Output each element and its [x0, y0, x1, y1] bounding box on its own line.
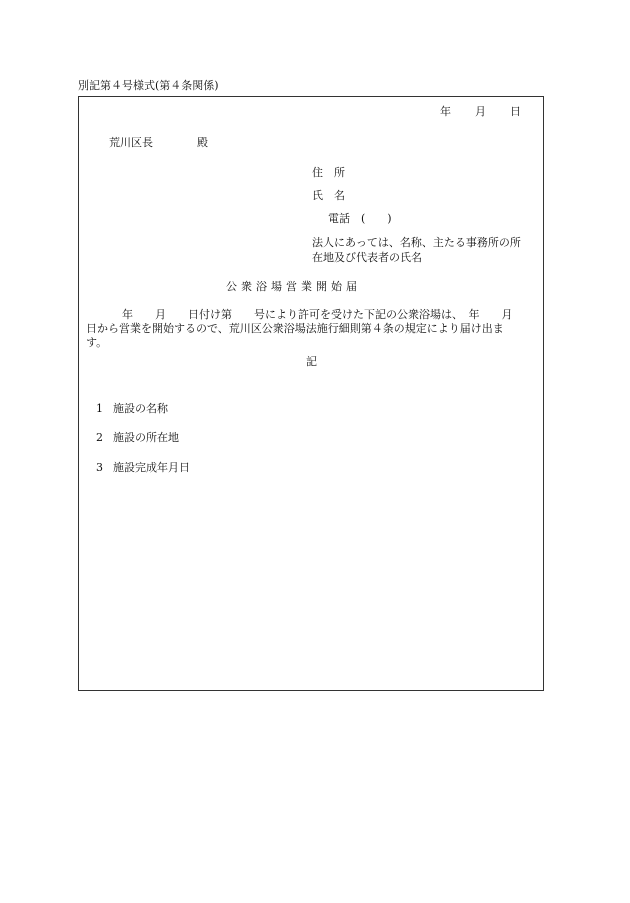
- addressee-name: 荒川区長: [109, 136, 153, 149]
- date-month: 月: [475, 105, 486, 118]
- addressee-honorific: 殿: [197, 136, 208, 149]
- item-label: 施設の名称: [113, 402, 168, 415]
- item-number: 1: [96, 402, 103, 415]
- list-item: [96, 431, 179, 445]
- list-item: [96, 461, 190, 475]
- corporate-note: 法人にあっては、名称、主たる事務所の所在地及び代表者の氏名: [312, 236, 521, 264]
- item-number: 3: [96, 461, 103, 474]
- body-text: 年 月 日付け第 号により許可を受けた下記の公衆浴場は、 年 月 日から営業を開始するので、荒川区公衆浴場法施行細則第４条の規定により届け出ます。: [86, 308, 535, 349]
- addressee: [109, 136, 208, 150]
- date-day: 日: [510, 105, 521, 118]
- list-item: [96, 402, 168, 416]
- applicant-address-label: 住 所: [312, 166, 345, 179]
- item-label: 施設完成年月日: [113, 461, 190, 474]
- form-border: [78, 96, 544, 691]
- form-number-label: 別記第４号様式(第４条関係): [78, 79, 219, 92]
- applicant-phone-label: 電話 ( ): [328, 212, 392, 225]
- document-title: 公衆浴場営業開始届: [226, 280, 361, 293]
- item-label: 施設の所在地: [113, 431, 179, 444]
- date-year: 年: [440, 105, 451, 118]
- item-number: 2: [96, 431, 103, 444]
- date-line: [440, 105, 521, 119]
- ki-heading: 記: [306, 355, 317, 368]
- applicant-name-label: 氏 名: [312, 189, 345, 202]
